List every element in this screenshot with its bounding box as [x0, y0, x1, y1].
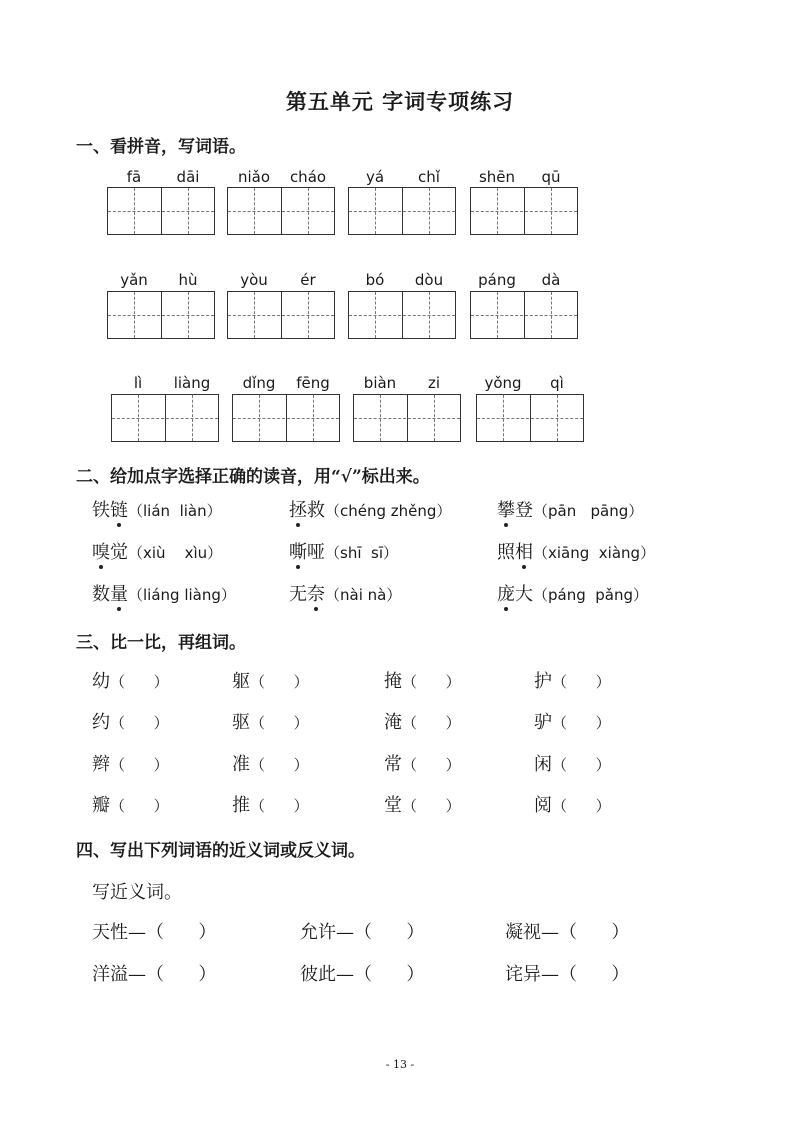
section-2-heading: 二、给加点字选择正确的读音，用“√”标出来。 — [76, 467, 430, 487]
word-blank-item: 阅（ ） — [534, 795, 611, 816]
pinyin-options: （nài nà） — [325, 586, 402, 604]
reading-item: 无奈（nài nà） — [289, 580, 401, 606]
writing-box — [470, 187, 578, 235]
pinyin-label: páng — [478, 271, 516, 289]
pinyin-options: （pān pāng） — [533, 502, 644, 520]
page-number: - 13 - — [385, 1058, 415, 1071]
pinyin-label: yǎn — [120, 271, 148, 289]
writing-box — [232, 394, 340, 442]
pinyin-label: dà — [541, 271, 561, 289]
pinyin-label: yǒng — [484, 374, 522, 392]
pinyin-label: dǐng — [242, 374, 276, 392]
writing-box — [111, 394, 219, 442]
reading-item: 数量（liáng liàng） — [92, 580, 236, 606]
dotted-character: 嗅 — [92, 538, 110, 564]
dotted-character: 庞 — [497, 580, 515, 606]
pinyin-label: chǐ — [418, 168, 440, 186]
pinyin-options: （páng pǎng） — [533, 586, 649, 604]
reading-item: 嗅觉（xiù xìu） — [92, 538, 222, 564]
word-blank-item: 辫（ ） — [92, 754, 169, 775]
pinyin-label: niǎo — [237, 168, 271, 186]
page-title: 第五单元 字词专项练习 — [285, 89, 515, 114]
pinyin-label: yá — [365, 168, 385, 186]
synonym-subheading: 写近义词。 — [92, 882, 182, 903]
dotted-character: 量 — [110, 580, 128, 606]
word-blank-item: 掩（ ） — [384, 671, 461, 692]
word-blank-item: 护（ ） — [534, 671, 611, 692]
pinyin-options: （chéng zhěng） — [325, 502, 452, 520]
reading-item: 铁链（lián liàn） — [92, 496, 222, 522]
writing-box — [107, 291, 215, 339]
pinyin-label: zi — [427, 374, 441, 392]
word-blank-item: 淹（ ） — [384, 712, 461, 733]
synonym-item: 允许—（ ） — [300, 922, 425, 943]
pinyin-label: hù — [178, 271, 198, 289]
pinyin-label: yòu — [240, 271, 268, 289]
dotted-character: 攀 — [497, 496, 515, 522]
writing-box — [353, 394, 461, 442]
reading-item: 拯救（chéng zhěng） — [289, 496, 451, 522]
pinyin-label: shēn — [478, 168, 516, 186]
writing-box — [348, 291, 456, 339]
word-blank-item: 幼（ ） — [92, 671, 169, 692]
word-blank-item: 驱（ ） — [232, 712, 309, 733]
pinyin-label: bó — [365, 271, 385, 289]
pinyin-label: dāi — [176, 168, 200, 186]
pinyin-options: （lián liàn） — [128, 502, 222, 520]
word-blank-item: 瓣（ ） — [92, 795, 169, 816]
pinyin-label: biàn — [363, 374, 397, 392]
word-blank-item: 准（ ） — [232, 754, 309, 775]
word-blank-item: 堂（ ） — [384, 795, 461, 816]
pinyin-label: fēng — [296, 374, 330, 392]
writing-box — [107, 187, 215, 235]
synonym-item: 洋溢—（ ） — [92, 964, 217, 985]
word-blank-item: 驴（ ） — [534, 712, 611, 733]
reading-item: 庞大（páng pǎng） — [497, 580, 648, 606]
pinyin-label: ér — [300, 271, 316, 289]
pinyin-label: dòu — [414, 271, 444, 289]
word-blank-item: 躯（ ） — [232, 671, 309, 692]
writing-box — [476, 394, 584, 442]
writing-box — [227, 291, 335, 339]
word-blank-item: 推（ ） — [232, 795, 309, 816]
pinyin-label: qì — [550, 374, 564, 392]
pinyin-label: qū — [541, 168, 561, 186]
synonym-item: 彼此—（ ） — [300, 964, 425, 985]
pinyin-options: （xiāng xiàng） — [533, 544, 656, 562]
reading-item: 照相（xiāng xiàng） — [497, 538, 655, 564]
pinyin-options: （liáng liàng） — [128, 586, 236, 604]
writing-box — [470, 291, 578, 339]
dotted-character: 嘶 — [289, 538, 307, 564]
reading-item: 嘶哑（shī sī） — [289, 538, 398, 564]
section-1-heading: 一、看拼音，写词语。 — [76, 137, 246, 157]
word-blank-item: 常（ ） — [384, 754, 461, 775]
pinyin-options: （xiù xìu） — [128, 544, 223, 562]
writing-box — [227, 187, 335, 235]
pinyin-options: （shī sī） — [325, 544, 399, 562]
pinyin-label: cháo — [289, 168, 327, 186]
synonym-item: 凝视—（ ） — [505, 922, 630, 943]
word-blank-item: 闲（ ） — [534, 754, 611, 775]
section-3-heading: 三、比一比，再组词。 — [76, 633, 246, 653]
reading-item: 攀登（pān pāng） — [497, 496, 643, 522]
pinyin-label: liàng — [173, 374, 211, 392]
dotted-character: 拯 — [289, 496, 307, 522]
pinyin-label: lì — [133, 374, 143, 392]
synonym-item: 天性—（ ） — [92, 922, 217, 943]
synonym-item: 诧异—（ ） — [505, 964, 630, 985]
dotted-character: 奈 — [307, 580, 325, 606]
dotted-character: 链 — [110, 496, 128, 522]
dotted-character: 相 — [515, 538, 533, 564]
section-4-heading: 四、写出下列词语的近义词或反义词。 — [76, 841, 365, 861]
writing-box — [348, 187, 456, 235]
word-blank-item: 约（ ） — [92, 712, 169, 733]
pinyin-label: fā — [126, 168, 142, 186]
